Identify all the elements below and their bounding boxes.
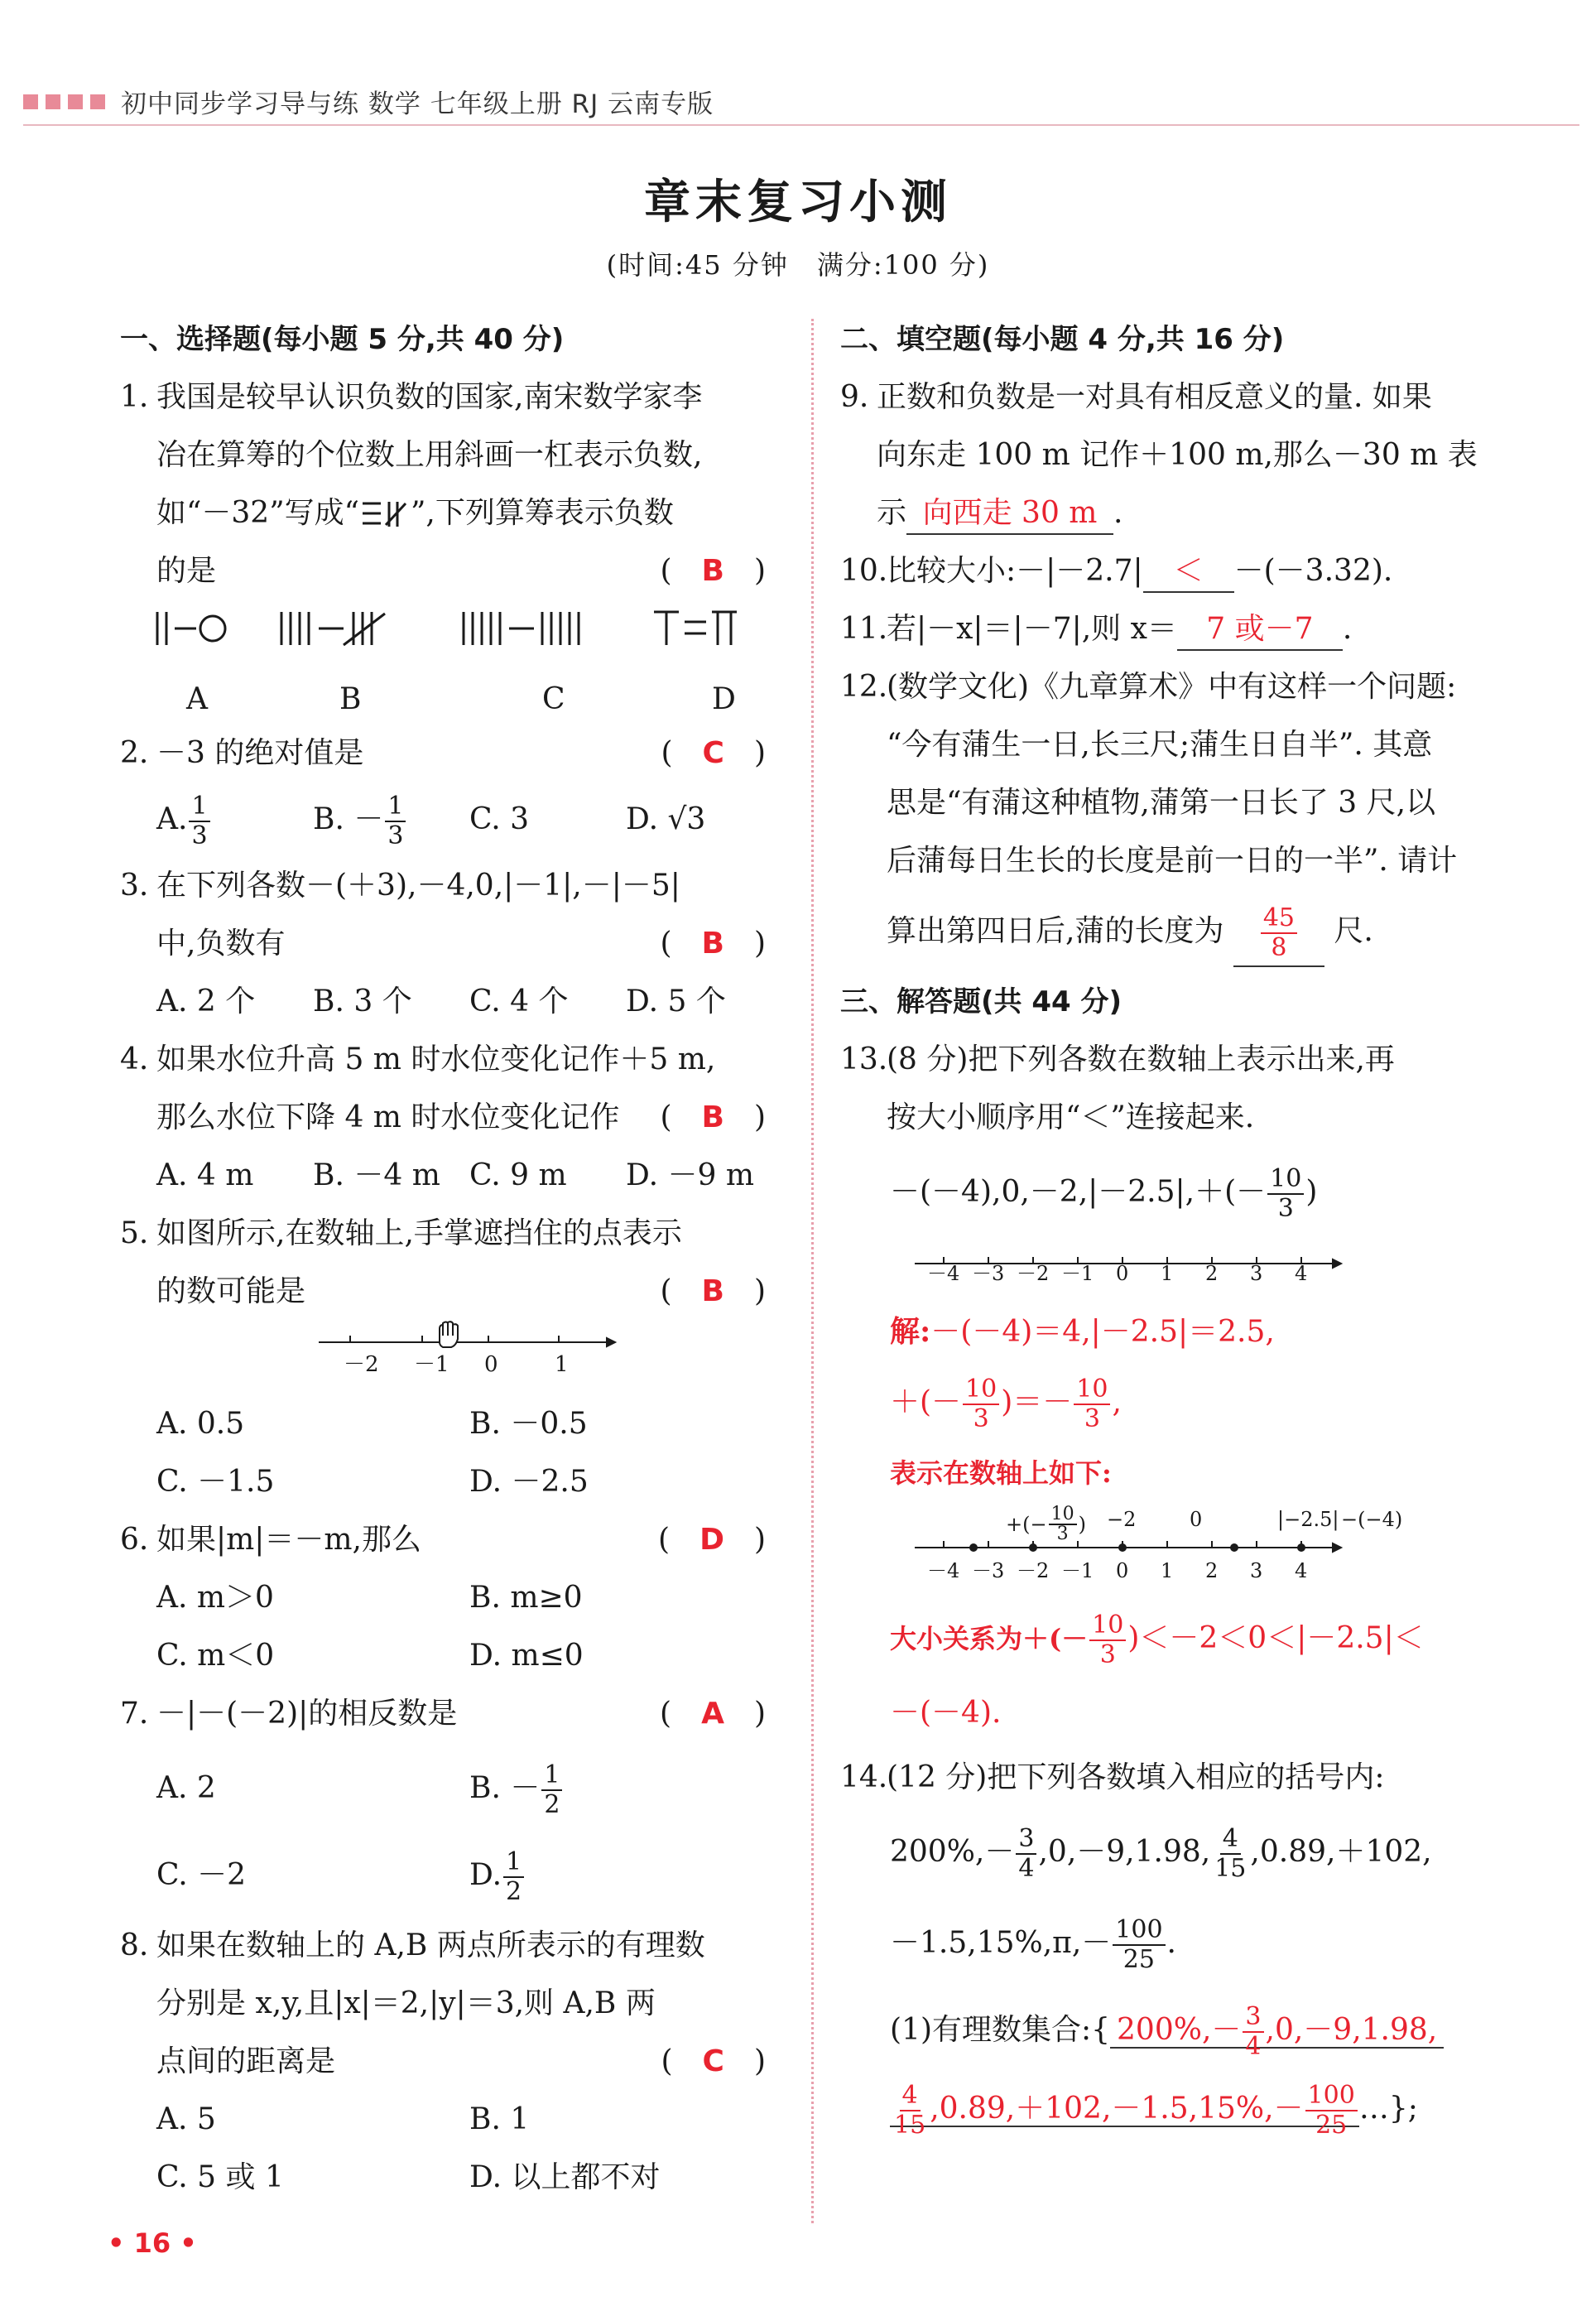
page-number: • 16 • — [108, 2227, 197, 2259]
answer-value: B — [701, 1100, 724, 1134]
column-divider — [811, 319, 814, 2223]
option-c: C. －1.5 — [156, 1465, 275, 1499]
section-3-title: 三、解答题(共 44 分) — [840, 985, 1122, 1018]
tick-label: －1 — [1061, 1262, 1094, 1285]
question-1 — [120, 368, 782, 725]
answer-bracket: ( B ) — [660, 554, 766, 588]
option-a: A. 2 个 — [156, 985, 256, 1018]
tick-label: －2 — [1017, 1262, 1050, 1285]
question-10: 10. 比较大小:－|－2.7| ＜ －(－3.32). — [840, 542, 1502, 600]
answer-value: B — [701, 927, 724, 961]
option-b: B. － $\frac{1}{3}$ — [313, 782, 469, 857]
option-c: C. 9 m — [469, 1158, 567, 1192]
answer-blank: ＜ — [1143, 551, 1234, 593]
option-a: A. m＞0 — [156, 1581, 274, 1615]
option-c: C. 3 — [469, 802, 530, 836]
option-b: B. －0.5 — [469, 1407, 588, 1441]
answer-blank: 向西走 30 m — [906, 494, 1113, 535]
option-a: A. 4 m — [156, 1158, 254, 1192]
option-d: D. 以上都不对 — [469, 2160, 661, 2194]
option-label-b: B — [339, 682, 362, 716]
option-c: C. －2 — [156, 1858, 247, 1892]
option-label-c: C — [542, 682, 565, 716]
answer-value: C — [702, 2044, 724, 2078]
tick-label: 3 — [1250, 1559, 1263, 1582]
option-c: C. 4 个 — [469, 985, 569, 1018]
tick-label: －3 — [972, 1262, 1005, 1285]
tick-label: 4 — [1295, 1262, 1308, 1285]
tick-label: －2 — [1017, 1559, 1050, 1582]
option-a: A. 5 — [156, 2102, 216, 2136]
answer-value: B — [701, 554, 724, 588]
page-title: 章末复习小测 — [644, 175, 952, 229]
question-14: 14. (12 分)把下列各数填入相应的括号内: 200%,－ $\frac{3}{4}$ ,0,－9,1.98, $\frac{4}{15}$ ,0.89,＋102, －1.5,15%,π,－ $\frac{100}{25}$ . (1)有理数集合:{ 200%,－ $\frac{3}{4}$ ,0,－9,1.98, $\frac{4}{15}$ ,0.89,＋102,－1.5,15%,－ $\frac{100}{25}$ …}; — [840, 1749, 1502, 2146]
question-8: 8. 如果在数轴上的 A,B 两点所表示的有理数 分别是 x,y,且|x|＝2,|y|＝3,则 A,B 两 点间的距离是 ( C ) A. 5 B. 1 C. 5 或 1 D. 以上都不对 — [120, 1917, 782, 2207]
q14-rational-set: (1)有理数集合:{ 200%,－ $\frac{3}{4}$ ,0,－9,1.98, — [840, 1989, 1502, 2072]
option-c: C. 5 或 1 — [156, 2160, 284, 2194]
tick-label: 1 — [1161, 1262, 1174, 1285]
tick-label: 0 — [484, 1352, 498, 1377]
hand-icon — [440, 1322, 458, 1347]
header-text: 初中同步学习导与练 数学 七年级上册 RJ 云南专版 — [121, 89, 714, 119]
header-square-icon — [23, 94, 38, 109]
question-3: 3. 在下列各数－(＋3),－4,0,|－1|,－|－5| 中,负数有 ( B ) A. 2 个 B. 3 个 C. 4 个 D. 5 个 — [120, 857, 782, 1031]
option-label-a: A — [186, 682, 208, 716]
header-bar — [23, 83, 714, 120]
header-square-icon — [68, 94, 83, 109]
tick-label: －4 — [927, 1262, 960, 1285]
section-1-title: 一、选择题(每小题 5 分,共 40 分) — [120, 323, 565, 356]
tick-label: －4 — [927, 1559, 960, 1582]
option-label-d: D — [712, 682, 736, 716]
left-column — [120, 311, 782, 2207]
tick-label: 3 — [1250, 1262, 1263, 1285]
q5-number-line — [120, 1321, 782, 1395]
question-7: 7. －|－(－2)|的相反数是 ( A ) A. 2 B. － $\frac{1}{2}$ C. －2 D. $\frac{1}{2}$ — [120, 1685, 782, 1917]
q13-solution: 解:－(－4)＝4,|－2.5|＝2.5, ＋(－ $\frac{10}{3}$ )＝－ $\frac{10}{3}$ , 表示在数轴上如下: +(− $\frac{10}{3}$ ) −2 0 |−2.5| −(−4) －4 －3 －2 －1 0 1 2 3 4 大小关系为＋(－ $\frac{10}{3}$ )＜－2＜0＜|－2.5|＜ －(－4). — [840, 1302, 1502, 1742]
answer-value: A — [701, 1697, 724, 1731]
question-6: 6. 如果|m|＝－m,那么 ( D ) A. m＞0 B. m≥0 C. m＜0 D. m≤0 — [120, 1511, 782, 1685]
tick-label: 1 — [555, 1352, 569, 1377]
option-d: D. －2.5 — [469, 1465, 589, 1499]
option-d: D. 5 个 — [626, 985, 726, 1018]
tick-label: 0 — [1116, 1262, 1129, 1285]
answer-blank: 7 或－7 — [1177, 609, 1343, 651]
option-b: B. －4 m — [313, 1158, 440, 1192]
tick-label: 2 — [1205, 1262, 1219, 1285]
question-9: 9. 正数和负数是一对具有相反意义的量. 如果 向东走 100 m 记作＋100 m,那么－30 m 表 示 向西走 30 m . — [840, 368, 1502, 542]
question-12: 12. (数学文化)《九章算术》中有这样一个问题: “今有蒲生一日,长三尺;蒲生日自半”. 其意 思是“有蒲这种植物,蒲第一日长了 3 尺,以 后蒲每日生长的长度是前一日的一半”. 请计 算出第四日后,蒲的长度为 $\frac{45}{8}$ 尺. — [840, 658, 1502, 973]
header-square-icon — [90, 94, 105, 109]
number-line-axis — [915, 1535, 1345, 1560]
question-number: 1. — [120, 380, 149, 414]
option-a: A. $\frac{1}{3}$ — [156, 782, 313, 857]
option-d: D. $\frac{1}{2}$ — [469, 1834, 782, 1917]
answer-value: B — [701, 1274, 724, 1308]
q13-numbers: －(－4),0,－2,|－2.5|,＋(－ $\frac{10}{3}$ ) — [890, 1164, 1318, 1223]
question-4: 4. 如果水位升高 5 m 时水位变化记作＋5 m, 那么水位下降 4 m 时水位变化记作 ( B ) A. 4 m B. －4 m C. 9 m D. －9 m — [120, 1031, 782, 1205]
option-a: A. 2 — [156, 1771, 216, 1805]
question-11: 11. 若|－x|＝|－7|,则 x＝ 7 或－7 . — [840, 600, 1502, 658]
counting-rod-minus-32-icon — [359, 498, 411, 532]
point-label: −2 — [1107, 1508, 1137, 1531]
tick-label: －1 — [414, 1352, 449, 1377]
option-b: B. m≥0 — [469, 1581, 583, 1615]
header-line — [23, 124, 1579, 126]
option-d: D. √3 — [626, 802, 706, 836]
question-text: 的是 — [156, 554, 217, 588]
question-13: 13. (8 分)把下列各数在数轴上表示出来,再 按大小顺序用“＜”连接起来. －(－4),0,－2,|－2.5|,＋(－ $\frac{10}{3}$ ) －4 －3 －2 －1 0 1 2 3 4 解:－(－4)＝4,|－2.5|＝2.5, ＋(－ $\frac{10}{3}$ )＝－ $\frac{10}{3}$ , 表示在数轴上如下: +(− $\frac{10}{3}$ ) −2 0 |−2.5| −(−4) －4 －3 －2 －1 0 1 2 3 4 大小关系为＋(－ $\frac{10}{3}$ )＜－2＜0＜|－2.5|＜ －(－4). — [840, 1031, 1502, 1742]
header-square-icon — [46, 94, 60, 109]
question-2: 2. －3 的绝对值是 ( C ) A. $\frac{1}{3}$ B. － $\frac{1}{3}$ C. 3 D. √3 — [120, 725, 782, 857]
answer-value: D — [699, 1523, 724, 1557]
q13-answer-number-line — [890, 1502, 1502, 1585]
option-d: D. m≤0 — [469, 1639, 584, 1673]
option-b: B. 1 — [469, 2102, 530, 2136]
point-label-neg-10-3: +(− $\frac{10}{3}$ ) — [1006, 1504, 1086, 1544]
question-text: 我国是较早认识负数的国家,南宋数学家李 — [156, 380, 703, 414]
right-column — [840, 311, 1502, 2146]
option-b: B. 3 个 — [313, 985, 412, 1018]
option-b: B. － $\frac{1}{2}$ — [469, 1743, 782, 1834]
counting-rods-options — [120, 605, 749, 655]
point-label: |−2.5| — [1277, 1508, 1339, 1531]
tick-label: 0 — [1116, 1559, 1129, 1582]
tick-label: 1 — [1161, 1559, 1174, 1582]
page-subtitle: (时间:45 分钟 满分:100 分) — [606, 249, 990, 281]
q13-blank-number-line — [840, 1238, 1502, 1296]
tick-label: －1 — [1061, 1559, 1094, 1582]
question-text: 冶在算筹的个位数上用斜画一杠表示负数, — [156, 438, 703, 472]
tick-label: 4 — [1295, 1559, 1308, 1582]
point-label: 0 — [1190, 1508, 1203, 1531]
tick-label: －3 — [972, 1559, 1005, 1582]
answer-blank: $\frac{45}{8}$ — [1233, 904, 1324, 967]
option-a: A. 0.5 — [156, 1407, 245, 1441]
tick-label: 2 — [1205, 1559, 1219, 1582]
question-5: 5. 如图所示,在数轴上,手掌遮挡住的点表示 的数可能是 ( B ) －2 －1 0 1 A. 0.5 B. －0.5 C. －1.5 D. －2.5 — [120, 1205, 782, 1511]
tick-label: －2 — [344, 1352, 379, 1377]
question-text: 如“－32”写成“ ”,下列算筹表示负数 — [156, 496, 674, 530]
option-d: D. －9 m — [626, 1158, 754, 1192]
section-2-title: 二、填空题(每小题 4 分,共 16 分) — [840, 323, 1285, 356]
point-label: −(−4) — [1341, 1508, 1403, 1531]
answer-value: C — [702, 736, 724, 770]
option-c: C. m＜0 — [156, 1639, 275, 1673]
